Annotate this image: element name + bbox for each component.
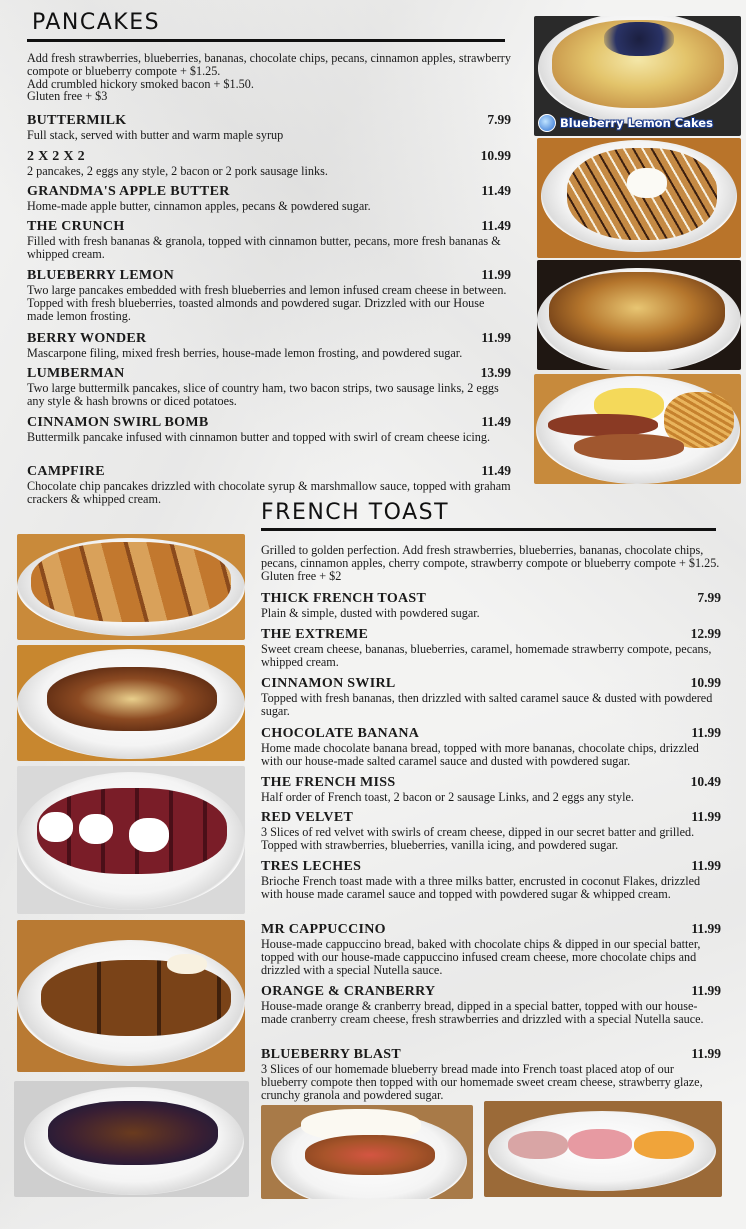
menu-item-thick-french-toast (261, 590, 721, 620)
item-price: 11.99 (691, 809, 721, 824)
french-toast-title-rule (261, 528, 716, 531)
item-price: 10.99 (480, 148, 511, 163)
item-price: 11.49 (481, 414, 511, 429)
item-name: THE EXTREME (261, 627, 369, 642)
photo-french-toast-blueberry-granola (14, 1081, 249, 1197)
item-description: 2 pancakes, 2 eggs any style, 2 bacon or 2 pork sausage links. (27, 164, 328, 178)
item-description: Home-made apple butter, cinnamon apples, pecans & powdered sugar. (27, 199, 371, 213)
item-name: THE FRENCH MISS (261, 775, 396, 790)
item-description: Full stack, served with butter and warm maple syrup (27, 128, 284, 142)
item-description: Plain & simple, dusted with powdered sugar. (261, 606, 480, 620)
item-name: LUMBERMAN (27, 366, 125, 381)
menu-item-blueberry-blast (261, 1046, 721, 1101)
item-price: 7.99 (487, 112, 511, 127)
item-price: 12.99 (690, 626, 721, 641)
item-description: 3 Slices of our homemade blueberry bread made into French toast placed atop of our blueberry compote then topped with our homemade sweet cream cheese, strawberry glaze, crunchy granola and powdered sugar. (261, 1062, 703, 1102)
pancakes-title: PANCAKES (32, 10, 161, 35)
menu-item-red-velvet (261, 809, 721, 852)
item-name: THE CRUNCH (27, 219, 125, 234)
item-name: CAMPFIRE (27, 464, 105, 479)
photo-pancake-chocolate-drizzle (537, 138, 741, 258)
photo-french-toast-cappuccino (17, 920, 245, 1072)
item-name: 2 X 2 X 2 (27, 149, 85, 164)
photo-pancake-caramel-granola (537, 260, 741, 370)
item-price: 11.99 (481, 330, 511, 345)
pancakes-intro: Add fresh strawberries, blueberries, bananas, chocolate chips, pecans, cinnamon apples, strawberry compote or blueberry compote + $1.25. Add crumbled hickory smoked bacon + $1.50. Gluten free + $3 (27, 51, 511, 104)
item-name: BUTTERMILK (27, 113, 127, 128)
photo-caption-text: Blueberry Lemon Cakes (560, 116, 713, 130)
item-price: 11.49 (481, 183, 511, 198)
item-price: 11.49 (481, 218, 511, 233)
menu-item-the-extreme (261, 626, 721, 669)
item-name: CHOCOLATE BANANA (261, 726, 420, 741)
item-name: BERRY WONDER (27, 331, 147, 346)
photo-lumberman-platter (534, 374, 741, 484)
item-price: 10.99 (690, 675, 721, 690)
item-name: RED VELVET (261, 810, 354, 825)
photo-caption (538, 114, 737, 132)
item-name: TRES LECHES (261, 859, 362, 874)
photo-blueberry-lemon-cakes (534, 16, 741, 136)
item-description: Sweet cream cheese, bananas, blueberries, caramel, homemade strawberry compote, pecans, whipped cream. (261, 642, 712, 669)
menu-item-chocolate-banana (261, 725, 721, 768)
item-price: 11.99 (481, 267, 511, 282)
item-description: Half order of French toast, 2 bacon or 2 sausage Links, and 2 eggs any style. (261, 790, 634, 804)
pancakes-title-rule (27, 39, 505, 42)
item-description: Brioche French toast made with a three milks batter, encrusted in coconut Flakes, drizzled with house made caramel sauce and topped with powdered sugar & whipped cream. (261, 874, 701, 901)
item-price: 10.49 (690, 774, 721, 789)
menu-item-the-crunch (27, 218, 511, 261)
item-description: House-made orange & cranberry bread, dipped in a special batter, topped with our house-made cranberry cream cheese, fresh strawberries and drizzled with a special Nutella sauce. (261, 999, 704, 1026)
item-price: 11.99 (691, 1046, 721, 1061)
item-price: 11.99 (691, 725, 721, 740)
menu-item-mr-cappuccino (261, 921, 721, 976)
menu-item-buttermilk (27, 112, 511, 142)
menu-item-orange-cranberry (261, 983, 721, 1026)
menu-item-cinnamon-swirl (261, 675, 721, 718)
item-price: 7.99 (697, 590, 721, 605)
menu-item-cinnamon-swirl-bomb (27, 414, 511, 444)
item-description: House-made cappuccino bread, baked with chocolate chips & dipped in our special batter, topped with our house-made cappuccino infused cream cheese, more chocolate chips and drizzled with a special Nutella sauce. (261, 937, 701, 977)
menu-item-grandmas-apple-butter (27, 183, 511, 213)
photo-french-toast-red-velvet (17, 766, 245, 914)
french-toast-title: FRENCH TOAST (261, 500, 450, 525)
item-name: CINNAMON SWIRL BOMB (27, 415, 209, 430)
item-description: Mascarpone filing, mixed fresh berries, house-made lemon frosting, and powdered sugar. (27, 346, 463, 360)
photo-french-toast-orange (484, 1101, 722, 1197)
photo-french-toast-strawberry-cream (261, 1105, 473, 1199)
item-description: Topped with fresh bananas, then drizzled with salted caramel sauce & dusted with powdered sugar. (261, 691, 713, 718)
item-description: Filled with fresh bananas & granola, topped with cinnamon butter, pecans, more fresh bananas & whipped cream. (27, 234, 501, 261)
item-name: THICK FRENCH TOAST (261, 591, 427, 606)
blueberry-icon (538, 114, 556, 132)
item-price: 11.99 (691, 858, 721, 873)
menu-item-the-french-miss (261, 774, 721, 804)
menu-item-2x2x2 (27, 148, 511, 178)
menu-item-berry-wonder (27, 330, 511, 360)
item-description: Two large pancakes embedded with fresh blueberries and lemon infused cream cheese in between. Topped with fresh blueberries, toasted almonds and powdered sugar. Drizzled with our House made lemon frosting. (27, 283, 507, 323)
photo-french-toast-pecan (17, 534, 245, 640)
item-description: 3 Slices of red velvet with swirls of cream cheese, dipped in our secret batter and grilled. Topped with strawberries, blueberries, vanilla icing, and powdered sugar. (261, 825, 695, 852)
item-name: GRANDMA'S APPLE BUTTER (27, 184, 230, 199)
item-price: 11.99 (691, 921, 721, 936)
menu-item-lumberman (27, 365, 511, 408)
item-name: BLUEBERRY BLAST (261, 1047, 402, 1062)
menu-item-blueberry-lemon (27, 267, 511, 322)
item-name: MR CAPPUCCINO (261, 922, 386, 937)
french-toast-intro: Grilled to golden perfection. Add fresh strawberries, blueberries, bananas, chocolate chips, pecans, cinnamon apples, cherry compote, strawberry compote or blueberry compote + $1.25. Gluten free + $2 (261, 543, 720, 583)
photo-french-toast-banana (17, 645, 245, 761)
item-description: Buttermilk pancake infused with cinnamon butter and topped with swirl of cream cheese icing. (27, 430, 490, 444)
item-name: ORANGE & CRANBERRY (261, 984, 436, 999)
menu-item-tres-leches (261, 858, 721, 901)
item-description: Chocolate chip pancakes drizzled with chocolate syrup & marshmallow sauce, topped with graham crackers & whipped cream. (27, 479, 511, 506)
item-name: CINNAMON SWIRL (261, 676, 396, 691)
item-description: Two large buttermilk pancakes, slice of country ham, two bacon strips, two sausage links, 2 eggs any style & hash browns or diced potatoes. (27, 381, 499, 408)
item-price: 11.99 (691, 983, 721, 998)
item-description: Home made chocolate banana bread, topped with more bananas, chocolate chips, drizzled with our house-made salted caramel sauce and dusted with powdered sugar. (261, 741, 699, 768)
item-price: 13.99 (480, 365, 511, 380)
item-price: 11.49 (481, 463, 511, 478)
item-name: BLUEBERRY LEMON (27, 268, 175, 283)
